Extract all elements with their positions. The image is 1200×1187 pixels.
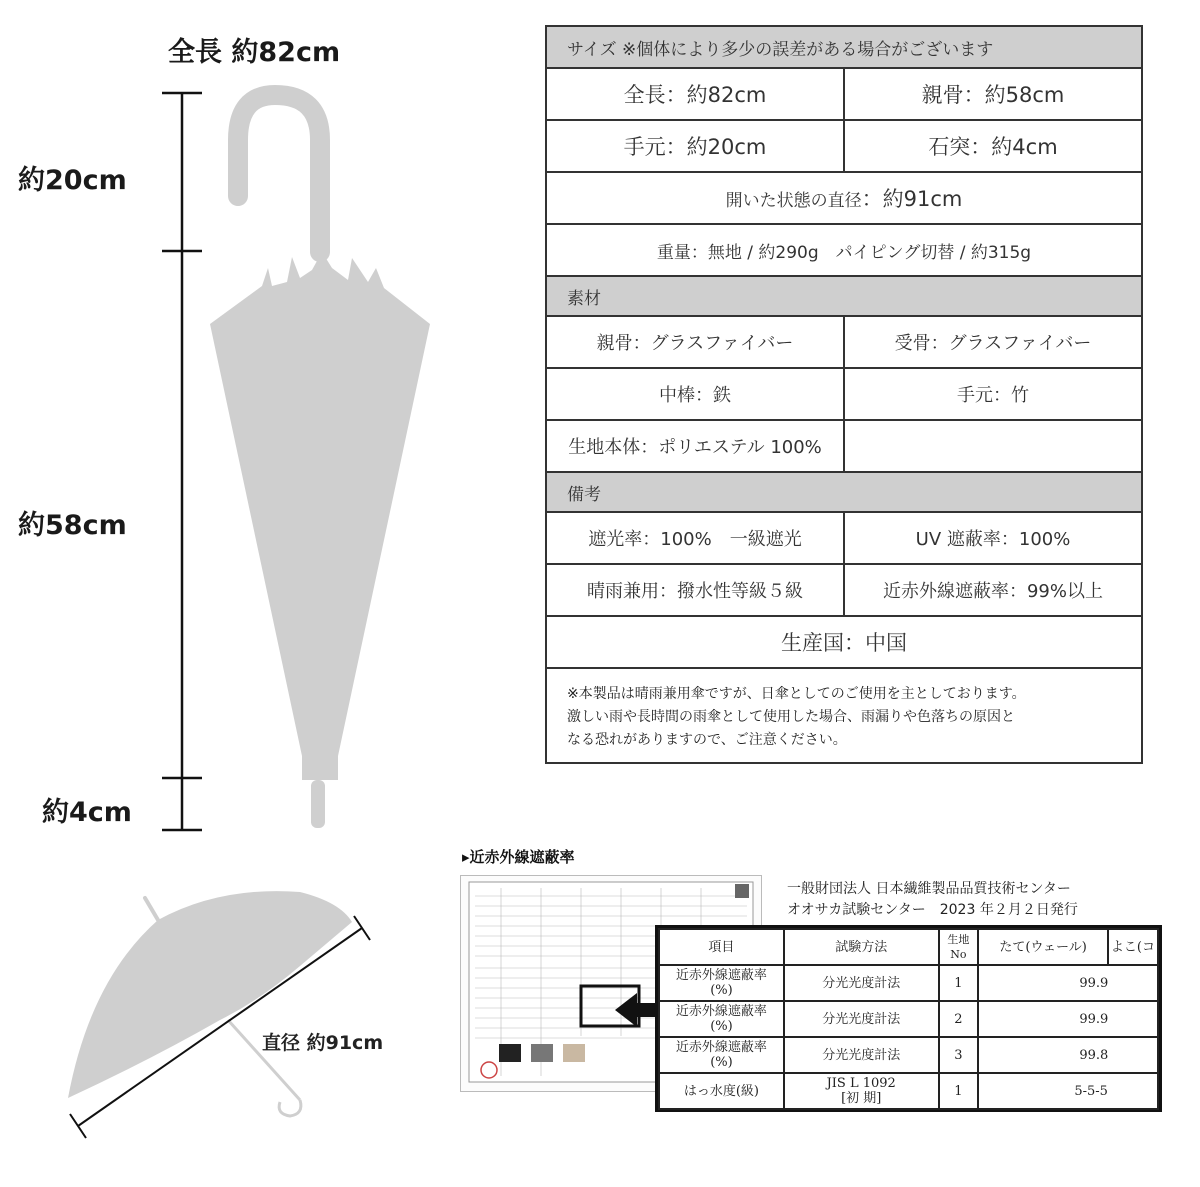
usage-note [547,667,1141,762]
size-header: サイズ ※個体により多少の誤差がある場合がございます [547,27,1141,67]
table-row [659,1073,1158,1109]
weight-row [547,223,1141,275]
spec-cell: 石突：約4cm [843,121,1141,171]
spec-cell: UV 遮蔽率：100% [843,513,1141,563]
spec-cell: 手元：約20cm [623,135,767,159]
spec-cell: 生地本体：ポリエステル 100% [568,437,822,458]
test-org-issue-date: オオサカ試験センター 2023 年２月２日発行 [787,902,1078,918]
spec-table [545,25,1143,764]
spec-cell: 親骨：約58cm [843,69,1141,119]
table-cell: 1 [939,965,979,1001]
table-cell: はっ水度(級) [659,1073,784,1109]
spec-cell: 晴雨兼用：撥水性等級５級 [587,581,803,602]
origin-row [547,615,1141,667]
table-header: 試験方法 [784,929,939,965]
origin-cell: 生産国：中国 [781,631,907,655]
spec-cell: 受骨：グラスファイバー [843,317,1141,367]
table-cell: 近赤外線遮蔽率 (%) [659,1037,784,1073]
dimension-ruler [162,93,202,830]
table-cell: 5-5-5 [978,1073,1158,1109]
spec-cell: 手元：竹 [843,369,1141,419]
table-row [659,1037,1158,1073]
spec-cell: 全長：約82cm [623,83,767,107]
remarks-header: 備考 [547,471,1141,511]
tip-length-label: 約4cm [42,797,132,828]
table-header: よこ(コ [1108,929,1158,965]
closed-umbrella-diagram [0,0,460,850]
weight-cell: 重量：無地 / 約290g パイピング切替 / 約315g [656,242,1032,263]
table-cell: 99.8 [978,1037,1158,1073]
handle-length-label: 約20cm [18,165,127,196]
table-cell: 分光光度計法 [784,965,939,1001]
nir-results-table [658,928,1159,1110]
spec-cell: 中棒：鉄 [659,385,731,406]
table-header-row [659,929,1158,965]
spec-cell: 遮光率：100% 一級遮光 [588,529,802,550]
table-cell: 99.9 [978,965,1158,1001]
spec-cell [843,421,1141,471]
table-header: 生地 No [939,929,979,965]
note-line: 激しい雨や長時間の雨傘として使用した場合、雨漏りや色落ちの原因と [567,709,1015,725]
table-cell: 99.9 [978,1001,1158,1037]
remarks-row-2 [547,563,1141,615]
table-cell: 分光光度計法 [784,1001,939,1037]
table-cell: 2 [939,1001,979,1037]
table-cell: 3 [939,1037,979,1073]
open-umbrella-diagram [50,870,430,1140]
spec-cell: 近赤外線遮蔽率：99%以上 [843,565,1141,615]
test-org-name: 一般財団法人 日本繊維製品品質技術センター [787,881,1071,897]
rib-length-label: 約58cm [18,510,127,541]
size-row-1 [547,67,1141,119]
material-header: 素材 [547,275,1141,315]
size-row-2 [547,119,1141,171]
open-diameter-row [547,171,1141,223]
table-cell: 1 [939,1073,979,1109]
table-row [659,965,1158,1001]
table-cell: JIS L 1092 [初 期] [784,1073,939,1109]
table-row [659,1001,1158,1037]
open-diameter-value: ：約91cm [861,187,963,211]
zoom-arrow-icon [615,985,660,1035]
table-header: 項目 [659,929,784,965]
table-cell: 近赤外線遮蔽率 (%) [659,965,784,1001]
material-row-1 [547,315,1141,367]
total-length-label: 全長 約82cm [168,37,341,68]
nir-section-title: ▸近赤外線遮蔽率 [462,848,575,866]
table-cell: 分光光度計法 [784,1037,939,1073]
table-header: たて(ウェール) [978,929,1108,965]
diameter-label: 直径 約91cm [262,1032,384,1054]
spec-cell: 親骨：グラスファイバー [596,333,794,354]
material-row-3 [547,419,1141,471]
material-row-2 [547,367,1141,419]
open-umbrella-icon [68,891,352,1116]
nir-results-table-zoom [655,925,1162,1112]
remarks-row-1 [547,511,1141,563]
table-cell: 近赤外線遮蔽率 (%) [659,1001,784,1037]
open-diameter-cell [547,173,1141,223]
open-diameter-label: 開いた状態の直径 [725,190,862,211]
note-line: ※本製品は晴雨兼用傘ですが、日傘としてのご使用を主としております。 [567,686,1026,702]
closed-umbrella-icon [210,95,430,828]
note-line: なる恐れがありますので、ご注意ください。 [567,732,847,748]
